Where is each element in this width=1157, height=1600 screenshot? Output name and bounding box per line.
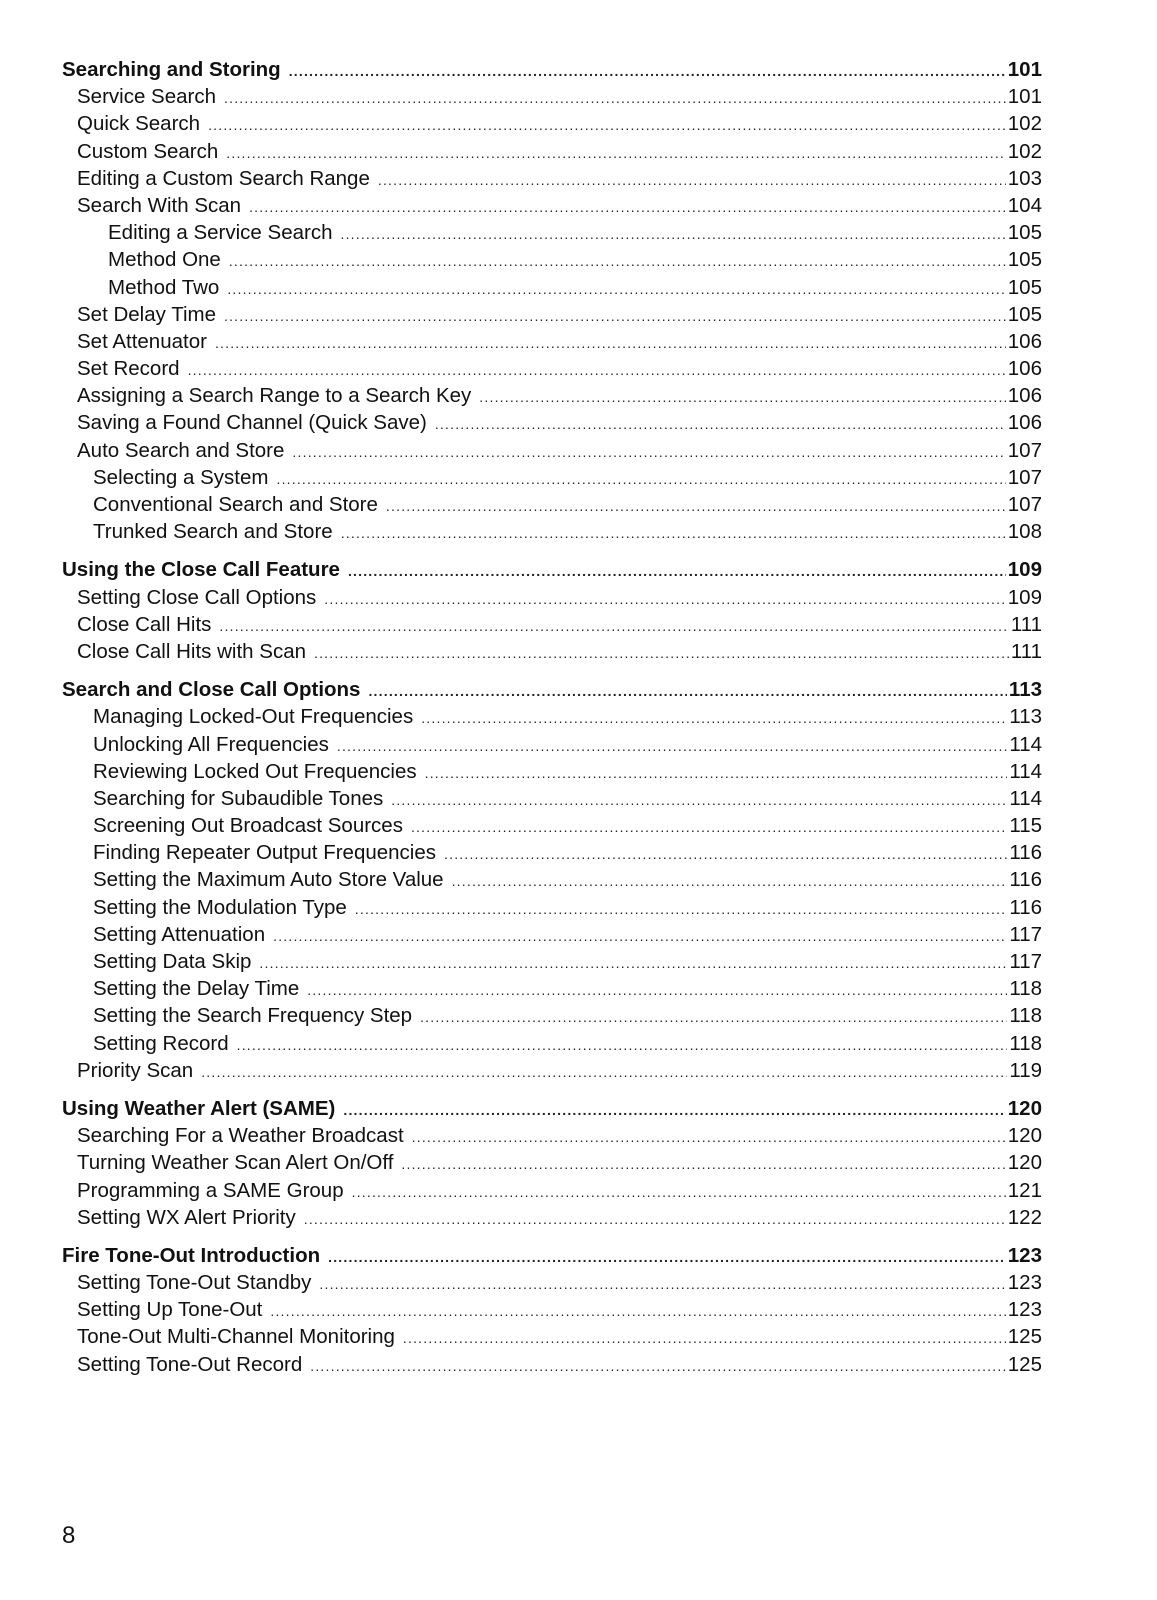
toc-entry-page: 113 <box>1008 678 1042 702</box>
dot-leader <box>224 303 1006 330</box>
toc-entry-page: 123 <box>1007 1298 1042 1322</box>
toc-entry-title: Setting WX Alert Priority <box>77 1205 296 1229</box>
toc-entry-page: 101 <box>1007 58 1042 81</box>
toc-entry-title: Setting Record <box>93 1031 229 1055</box>
dot-leader <box>401 1151 1005 1178</box>
toc-entry[interactable] <box>62 165 1042 192</box>
toc-entry-page: 107 <box>1007 465 1042 489</box>
toc-entry-title: Setting Data Skip <box>93 950 252 973</box>
toc-entry-title: Fire Tone-Out Introduction <box>62 1243 321 1267</box>
toc-entry[interactable] <box>62 1296 1042 1323</box>
toc-entry-page: 109 <box>1007 558 1042 582</box>
dot-leader <box>201 1059 1007 1086</box>
toc-entry[interactable] <box>62 839 1042 866</box>
dot-leader <box>348 558 1006 585</box>
toc-section-heading[interactable] <box>62 556 1042 583</box>
toc-entry-title: Custom Search <box>77 139 219 163</box>
toc-entry[interactable] <box>62 611 1042 638</box>
toc-entry[interactable] <box>62 758 1042 785</box>
toc-entry-page: 105 <box>1007 248 1042 272</box>
toc-entry[interactable] <box>62 437 1042 464</box>
toc-entry[interactable] <box>62 703 1042 730</box>
toc-entry-page: 123 <box>1007 1243 1042 1267</box>
toc-entry[interactable] <box>62 138 1042 165</box>
toc-entry-page: 125 <box>1007 1352 1042 1376</box>
dot-leader <box>237 1032 1008 1059</box>
toc-entry-title: Setting the Modulation Type <box>93 895 347 919</box>
toc-entry-title: Trunked Search and Store <box>93 520 333 544</box>
toc-entry[interactable] <box>62 1149 1042 1176</box>
toc-entry-page: 107 <box>1007 493 1042 516</box>
dot-leader <box>479 384 1005 411</box>
dot-leader <box>229 248 1006 275</box>
toc-entry-title: Programming a SAME Group <box>77 1178 344 1202</box>
dot-leader <box>276 466 1005 493</box>
toc-entry[interactable] <box>62 219 1042 246</box>
toc-entry-page: 105 <box>1007 275 1042 299</box>
dot-leader <box>307 977 1007 1004</box>
toc-entry-page: 122 <box>1007 1205 1042 1229</box>
dot-leader <box>452 868 1008 895</box>
toc-entry-title: Setting Tone-Out Record <box>77 1352 303 1376</box>
toc-entry-title: Assigning a Search Range to a Search Key <box>77 384 472 408</box>
toc-entry-title: Setting Up Tone-Out <box>77 1298 263 1322</box>
toc-entry-page: 114 <box>1009 759 1042 783</box>
toc-section-heading[interactable] <box>62 1242 1042 1269</box>
dot-leader <box>340 221 1005 248</box>
toc-entry-page: 116 <box>1009 895 1042 919</box>
toc-entry[interactable] <box>62 491 1042 518</box>
toc-entry-page: 119 <box>1009 1058 1042 1082</box>
dot-leader <box>412 1124 1006 1151</box>
toc-entry-page: 103 <box>1007 166 1042 190</box>
toc-entry-title: Method Two <box>108 275 220 299</box>
toc-entry[interactable] <box>62 355 1042 382</box>
toc-entry-title: Reviewing Locked Out Frequencies <box>93 759 417 783</box>
toc-entry-title: Setting the Search Frequency Step <box>93 1004 413 1028</box>
dot-leader <box>292 439 1005 466</box>
toc-entry-page: 102 <box>1007 112 1042 136</box>
dot-leader <box>343 1097 1005 1124</box>
toc-entry-title: Setting the Maximum Auto Store Value <box>93 868 444 892</box>
table-of-contents <box>62 56 1042 1389</box>
toc-entry-page: 106 <box>1007 411 1042 435</box>
toc-entry-title: Search and Close Call Options <box>62 678 361 702</box>
dot-leader <box>208 112 1006 139</box>
toc-entry-title: Searching for Subaudible Tones <box>93 786 384 810</box>
toc-entry-title: Conventional Search and Store <box>93 493 378 516</box>
toc-entry-page: 106 <box>1007 384 1042 408</box>
toc-entry-page: 114 <box>1009 786 1042 810</box>
toc-entry-page: 118 <box>1009 1004 1042 1028</box>
dot-leader <box>444 841 1007 868</box>
toc-entry-title: Set Attenuator <box>77 329 207 353</box>
toc-entry-title: Managing Locked-Out Frequencies <box>93 705 414 729</box>
dot-leader <box>310 1353 1006 1380</box>
dot-leader <box>273 923 1007 950</box>
toc-entry[interactable] <box>62 1323 1042 1350</box>
toc-entry[interactable] <box>62 1057 1042 1084</box>
toc-entry[interactable] <box>62 518 1042 545</box>
toc-entry-title: Finding Repeater Output Frequencies <box>93 841 437 865</box>
dot-leader <box>270 1298 1005 1325</box>
toc-entry-title: Method One <box>108 248 221 272</box>
dot-leader <box>328 1244 1006 1271</box>
toc-entry-title: Editing a Custom Search Range <box>77 166 370 190</box>
toc-entry-title: Set Delay Time <box>77 302 216 326</box>
toc-entry-page: 111 <box>1010 612 1042 636</box>
toc-entry-page: 106 <box>1007 329 1042 353</box>
toc-entry-page: 116 <box>1009 841 1042 865</box>
toc-entry-page: 102 <box>1007 139 1042 163</box>
toc-entry-page: 105 <box>1007 302 1042 326</box>
toc-entry-page: 113 <box>1009 705 1042 729</box>
toc-entry-title: Editing a Service Search <box>108 221 333 245</box>
toc-entry-title: Search With Scan <box>77 193 242 217</box>
toc-entry-page: 105 <box>1007 221 1042 245</box>
dot-leader <box>352 1179 1006 1206</box>
toc-entry-page: 111 <box>1010 639 1042 663</box>
toc-entry-title: Tone-Out Multi-Channel Monitoring <box>77 1325 395 1349</box>
toc-entry[interactable] <box>62 1002 1042 1029</box>
toc-entry[interactable] <box>62 274 1042 301</box>
page-number: 8 <box>62 1522 76 1549</box>
toc-section <box>62 676 1042 1084</box>
dot-leader <box>435 411 1006 438</box>
toc-entry-title: Quick Search <box>77 112 201 136</box>
toc-entry-page: 123 <box>1007 1271 1042 1295</box>
dot-leader <box>378 167 1006 194</box>
toc-entry-title: Set Record <box>77 357 180 381</box>
dot-leader <box>188 357 1006 384</box>
toc-entry-page: 125 <box>1007 1325 1042 1349</box>
toc-entry[interactable] <box>62 731 1042 758</box>
toc-section <box>62 556 1042 665</box>
toc-entry-page: 106 <box>1007 357 1042 381</box>
toc-entry[interactable] <box>62 464 1042 491</box>
dot-leader <box>411 814 1007 841</box>
toc-section-heading[interactable] <box>62 1095 1042 1122</box>
dot-leader <box>219 613 1008 640</box>
dot-leader <box>289 58 1006 85</box>
toc-entry-page: 118 <box>1009 977 1042 1001</box>
dot-leader <box>249 194 1006 221</box>
dot-leader <box>324 586 1005 613</box>
toc-entry[interactable] <box>62 382 1042 409</box>
toc-entry-title: Setting Tone-Out Standby <box>77 1271 312 1295</box>
toc-entry-page: 114 <box>1009 732 1042 756</box>
toc-entry-page: 104 <box>1007 193 1042 217</box>
toc-entry-page: 117 <box>1009 950 1042 973</box>
toc-entry-title: Unlocking All Frequencies <box>93 732 329 756</box>
toc-entry-page: 121 <box>1007 1178 1042 1202</box>
dot-leader <box>319 1271 1005 1298</box>
dot-leader <box>226 140 1006 167</box>
dot-leader <box>314 640 1009 667</box>
toc-entry-title: Close Call Hits with Scan <box>77 639 306 663</box>
toc-entry[interactable] <box>62 975 1042 1002</box>
toc-entry-title: Turning Weather Scan Alert On/Off <box>77 1151 394 1175</box>
toc-entry-title: Searching For a Weather Broadcast <box>77 1124 404 1148</box>
toc-entry-page: 116 <box>1009 868 1042 892</box>
toc-entry[interactable] <box>62 192 1042 219</box>
toc-entry[interactable] <box>62 1030 1042 1057</box>
dot-leader <box>304 1206 1006 1233</box>
toc-entry-page: 108 <box>1007 520 1042 544</box>
toc-entry-page: 120 <box>1007 1096 1042 1120</box>
toc-entry-title: Using the Close Call Feature <box>62 558 340 582</box>
toc-entry[interactable] <box>62 1122 1042 1149</box>
toc-section <box>62 1242 1042 1378</box>
toc-entry[interactable] <box>62 301 1042 328</box>
dot-leader <box>227 276 1005 303</box>
toc-entry[interactable] <box>62 409 1042 436</box>
toc-entry[interactable] <box>62 110 1042 137</box>
toc-entry-page: 120 <box>1007 1151 1042 1175</box>
toc-entry-page: 101 <box>1007 85 1042 109</box>
toc-entry[interactable] <box>62 866 1042 893</box>
toc-entry[interactable] <box>62 812 1042 839</box>
toc-entry-title: Priority Scan <box>77 1058 194 1082</box>
toc-entry[interactable] <box>62 948 1042 975</box>
toc-section <box>62 1095 1042 1231</box>
toc-entry-title: Screening Out Broadcast Sources <box>93 814 403 838</box>
toc-section-heading[interactable] <box>62 676 1042 703</box>
toc-entry-title: Auto Search and Store <box>77 438 285 462</box>
toc-entry-title: Close Call Hits <box>77 612 212 636</box>
toc-entry-page: 117 <box>1009 922 1042 946</box>
dot-leader <box>420 1004 1007 1031</box>
dot-leader <box>215 330 1006 357</box>
toc-section <box>62 56 1042 545</box>
toc-entry[interactable] <box>62 1204 1042 1231</box>
toc-entry[interactable] <box>62 328 1042 355</box>
toc-entry[interactable] <box>62 1351 1042 1378</box>
dot-leader <box>337 733 1007 760</box>
toc-entry-page: 109 <box>1007 585 1042 609</box>
toc-entry-title: Saving a Found Channel (Quick Save) <box>77 411 427 435</box>
dot-leader <box>341 520 1006 547</box>
toc-entry-page: 115 <box>1009 814 1042 838</box>
dot-leader <box>386 493 1006 520</box>
toc-entry[interactable] <box>62 1177 1042 1204</box>
toc-entry-page: 107 <box>1007 438 1042 462</box>
toc-entry-title: Setting the Delay Time <box>93 977 300 1001</box>
toc-entry-page: 120 <box>1007 1124 1042 1148</box>
dot-leader <box>425 760 1008 787</box>
toc-entry-page: 118 <box>1009 1031 1042 1055</box>
toc-entry[interactable] <box>62 584 1042 611</box>
toc-entry[interactable] <box>62 1269 1042 1296</box>
toc-entry-title: Setting Close Call Options <box>77 585 317 609</box>
dot-leader <box>259 950 1007 977</box>
toc-entry-title: Using Weather Alert (SAME) <box>62 1096 336 1120</box>
dot-leader <box>355 896 1008 923</box>
toc-section-heading[interactable] <box>62 56 1042 83</box>
toc-entry[interactable] <box>62 83 1042 110</box>
toc-entry-title: Selecting a System <box>93 465 269 489</box>
dot-leader <box>224 85 1006 112</box>
dot-leader <box>391 787 1007 814</box>
toc-entry[interactable] <box>62 246 1042 273</box>
toc-entry-title: Setting Attenuation <box>93 922 266 946</box>
toc-entry-title: Service Search <box>77 85 217 109</box>
dot-leader <box>368 678 1006 705</box>
toc-entry[interactable] <box>62 785 1042 812</box>
toc-entry-title: Searching and Storing <box>62 58 281 81</box>
toc-entry[interactable] <box>62 921 1042 948</box>
toc-entry[interactable] <box>62 894 1042 921</box>
dot-leader <box>421 705 1007 732</box>
toc-entry[interactable] <box>62 638 1042 665</box>
dot-leader <box>403 1325 1006 1352</box>
